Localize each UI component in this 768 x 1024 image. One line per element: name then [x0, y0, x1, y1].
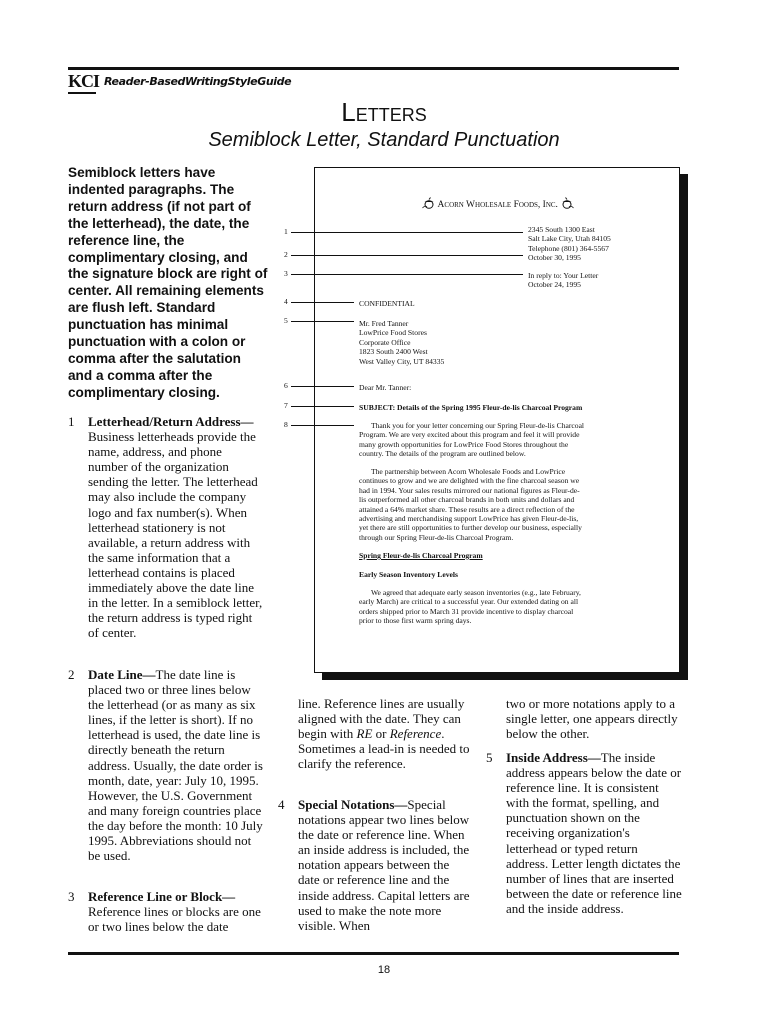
page-number: 18 — [377, 964, 391, 976]
salutation: Dear Mr. Tanner: — [359, 383, 412, 392]
company-name: Acorn Wholesale Foods, Inc. — [437, 200, 558, 210]
callout-leader — [291, 302, 354, 303]
return-address: 2345 South 1300 East Salt Lake City, Utah 84105 Telephone (801) 364-5567 October 30, 1995 — [528, 225, 611, 263]
guide-title: Reader-BasedWritingStyleGuide — [104, 75, 292, 88]
item-number: 2 — [68, 667, 75, 682]
callout-leader — [291, 321, 354, 322]
callout-number: 1 — [284, 227, 288, 236]
item-text: Business letterheads provide the name, address, and phone number of the organization sending the letter. The letterhead may also include the company logo and fax number(s). When letterhead stationery is not available, a return address with the same information that a letterhead contains is placed immediately above the date line in the letter. In a semiblock letter, the return address is typed right of center. — [88, 429, 263, 641]
special-notation: CONFIDENTIAL — [359, 299, 415, 308]
letterhead — [315, 197, 681, 210]
item-text: The inside address appears below the date or reference line. It is consistent with the format, spelling, and punctuation shown on the receiving organization's letterhead or typed return address. Letter length dictates the number of lines that are inserted between the date or reference line and the inside address. — [506, 750, 682, 916]
item-number: 5 — [486, 750, 493, 765]
sample-letter — [314, 167, 680, 673]
letter-paragraph: Thank you for your letter concerning our Spring Fleur-de-lis Charcoal Program. We are very excited about this program and feel it will provide many growth opportunities for LowPrice Food Stores throughout the country. The details of the program are outlined below. — [359, 421, 585, 459]
callout-leader — [291, 274, 523, 275]
item-title: Reference Line or Block— — [88, 889, 236, 904]
acorn-right-icon — [560, 200, 574, 210]
item-text: Special notations appear two lines below the date or reference line. When an inside address is included, the notation appears between the date or reference line and the inside address. Capital letters are used to make the note more visible. When — [298, 797, 470, 933]
reference-continuation: line. Reference lines are usually aligned with the date. They can begin with RE or Reference. Sometimes a lead-in is needed to clarify the reference. — [298, 696, 470, 772]
notations-continuation: two or more notations apply to a single letter, one appears directly below the other. — [506, 696, 678, 742]
callout-leader — [291, 386, 354, 387]
callout-number: 2 — [284, 250, 288, 259]
item-number: 3 — [68, 889, 75, 904]
callout-leader — [291, 255, 523, 256]
item-text: Reference lines or blocks are one or two lines below the date — [88, 904, 261, 935]
callout-leader — [291, 232, 523, 233]
callout-leader — [291, 425, 354, 426]
header-rule — [68, 67, 679, 70]
letter-paragraph: We agreed that adequate early season inventories (e.g., late February, early March) are critical to a successful year. Our extended dating on all orders shipped prior to March 31 provide incentive to display charcoal prior to those first warm spring days. — [359, 588, 581, 626]
item-title: Special Notations— — [298, 797, 408, 812]
page-subtitle: Semiblock Letter, Standard Punctuation — [208, 129, 560, 151]
item-number: 1 — [68, 414, 75, 429]
item-title: Date Line— — [88, 667, 156, 682]
callout-number: 5 — [284, 316, 288, 325]
callout-number: 3 — [284, 269, 288, 278]
footer-rule — [68, 952, 679, 955]
item-title: Inside Address— — [506, 750, 601, 765]
item-number: 4 — [278, 797, 285, 812]
callout-number: 7 — [284, 401, 288, 410]
callout-number: 6 — [284, 381, 288, 390]
logo-underline — [68, 92, 96, 94]
section-subheading: Early Season Inventory Levels — [359, 570, 458, 579]
callout-number: 8 — [284, 420, 288, 429]
kci-logo: KCI — [68, 71, 100, 91]
callout-number: 4 — [284, 297, 288, 306]
page-title: Letters — [341, 97, 427, 127]
section-heading: Spring Fleur-de-lis Charcoal Program — [359, 551, 483, 560]
letter-paragraph: The partnership between Acorn Wholesale Foods and LowPrice continues to grow and we are delighted with the fine charcoal season we had in 1994. Your sales results mirrored our national figures as Fleur-de- lis outperformed all other charcoal brands in both units and dollars and attained a 64% market share. These results are a direct reflection of the advertising and merchandising support LowPrice has given Fleur-de-lis, yet there are still opportunities to further develop our business, especially through our Spring Fleur-de-lis Charcoal Program. — [359, 467, 582, 542]
item-text: The date line is placed two or three lines below the letterhead (or as many as six lines, if the letter is short). If no letterhead is used, the date line is directly beneath the return address. Usually, the date order is month, date, year: July 10, 1995. However, the U.S. Government and many foreign countries place the day before the month: 10 July 1995. Abbreviations should not be used. — [88, 667, 263, 864]
callout-leader — [291, 406, 354, 407]
subject-line: SUBJECT: Details of the Spring 1995 Fleur-de-lis Charcoal Program — [359, 403, 583, 412]
acorn-left-icon — [422, 200, 438, 210]
inside-address: Mr. Fred Tanner LowPrice Food Stores Corporate Office 1823 South 2400 West West Valley City, UT 84335 — [359, 319, 445, 366]
item-title: Letterhead/Return Address— — [88, 414, 254, 429]
intro-paragraph: Semiblock letters have indented paragraphs. The return address (if not part of the letterhead), the date, the reference line, the complimentary closing, and the signature block are right of center. All remaining elements are flush left. Standard punctuation has minimal punctuation with a colon or comma after the salutation and a comma after the complimentary closing. — [68, 165, 268, 400]
date-line: October 30, 1995 — [528, 253, 581, 263]
reference-line: In reply to: Your Letter October 24, 1995 — [528, 271, 599, 290]
